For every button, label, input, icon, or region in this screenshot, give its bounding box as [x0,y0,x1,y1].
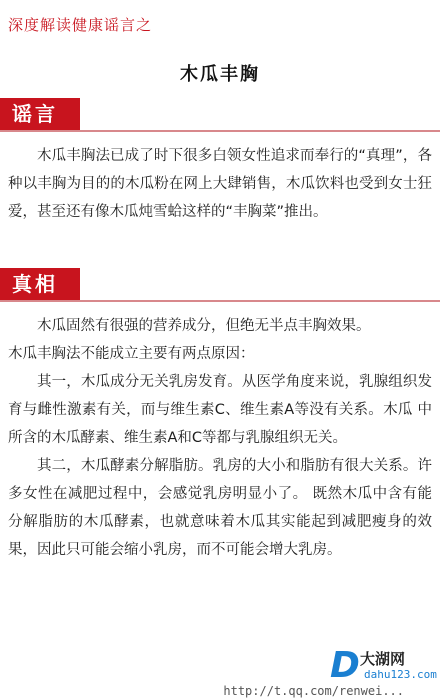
rumor-body [8,142,432,226]
series-title: 深度解读健康谣言之 [8,16,153,34]
truth-paragraph: 其二，木瓜酵素分解脂肪。乳房的大小和脂肪有很大关系。许多女性在减肥过程中，会感觉乳房明显小了。 既然木瓜中含有能分解脂肪的木瓜酵素，也就意味着木瓜其实能起到减肥瘦身的效果，因此只可能会缩小乳房，而不可能会增大乳房。 [8,458,432,558]
logo-site: dahu123.com [364,668,437,681]
section-rule [0,130,440,132]
truth-paragraph: 木瓜固然有很强的营养成分，但绝无半点丰胸效果。 [37,318,371,334]
truth-banner: 真相 [0,268,80,300]
site-logo [330,645,437,686]
article-title: 木瓜丰胸 [180,64,260,85]
logo-letter: D [330,645,360,686]
rumor-paragraph: 木瓜丰胸法已成了时下很多白领女性追求而奉行的“真理”，各种以丰胸为目的的木瓜粉在网上大肆销售，木瓜饮料也受到女士狂爱，甚至还有像木瓜炖雪蛤这样的“丰胸菜”推出。 [8,148,432,220]
truth-paragraph: 木瓜丰胸法不能成立主要有两点原因： [8,346,255,362]
truth-paragraph: 其一，木瓜成分无关乳房发育。从医学角度来说，乳腺组织发育与雌性激素有关，而与维生素C、维生素A等没有关系。木瓜 中所含的木瓜酵素、维生素A和C等都与乳腺组织无关。 [8,374,432,446]
watermark-url: http://t.qq.com/renwei... [223,684,404,698]
rumor-banner: 谣言 [0,98,80,130]
truth-body [8,312,432,564]
logo-name: 大湖网 [360,650,406,668]
section-rule [0,300,440,302]
